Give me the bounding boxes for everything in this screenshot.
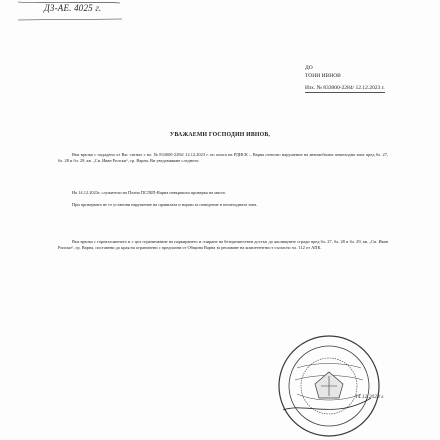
- salutation: УВАЖАЕМИ ГОСПОДИН ИВНОВ,: [169, 132, 271, 138]
- addressee-name: ТОНИ ИВНОВ: [305, 73, 341, 79]
- paragraph-1: Във връзка с подадено от Вас сигнал с вх. № 833000-2284/ 12.12.2023 г. по описа на РДНСК – Варна относно нарушение на автомобилна пешеходна зона пред бл. 27, бл. 28 и бл. 29, кв. „Св. Иван Рилски“, гр. Варна, Ви уведомяваме следното:: [58, 152, 388, 164]
- addressee-block: [305, 64, 341, 80]
- paragraph-3: При проверката не се установи нарушение на правилата и норми за поведение в пешеходната зона.: [72, 202, 258, 207]
- paragraph-2: На 14.12.2023г. служители на Пътна ПСЛБП-Варна извършиха проверка на място.: [72, 190, 227, 195]
- addressee-to: ДО: [305, 65, 313, 71]
- reference-number: Изх. № 833000-2284/ 12.12.2023 г.: [305, 85, 385, 91]
- paragraph-4: Във връзка с гореизложеното и с цел ограничаване на паркирането и спиране на безпрепятствен достъп до жилищните сгради пред бл. 27, бл. 28 и бл. 29, кв. „Св. Иван Рилски“, гр. Варна, поставени до края на ограничени с предпазни от Община Варна за решаване на компетентност съгласно чл. 112 от АПК.: [58, 239, 388, 251]
- official-seal-icon: [275, 332, 383, 440]
- signature-date: 14.12.2023 г.: [355, 394, 385, 400]
- registration-number: ДЗ-АЕ. 4025 г.: [44, 3, 102, 13]
